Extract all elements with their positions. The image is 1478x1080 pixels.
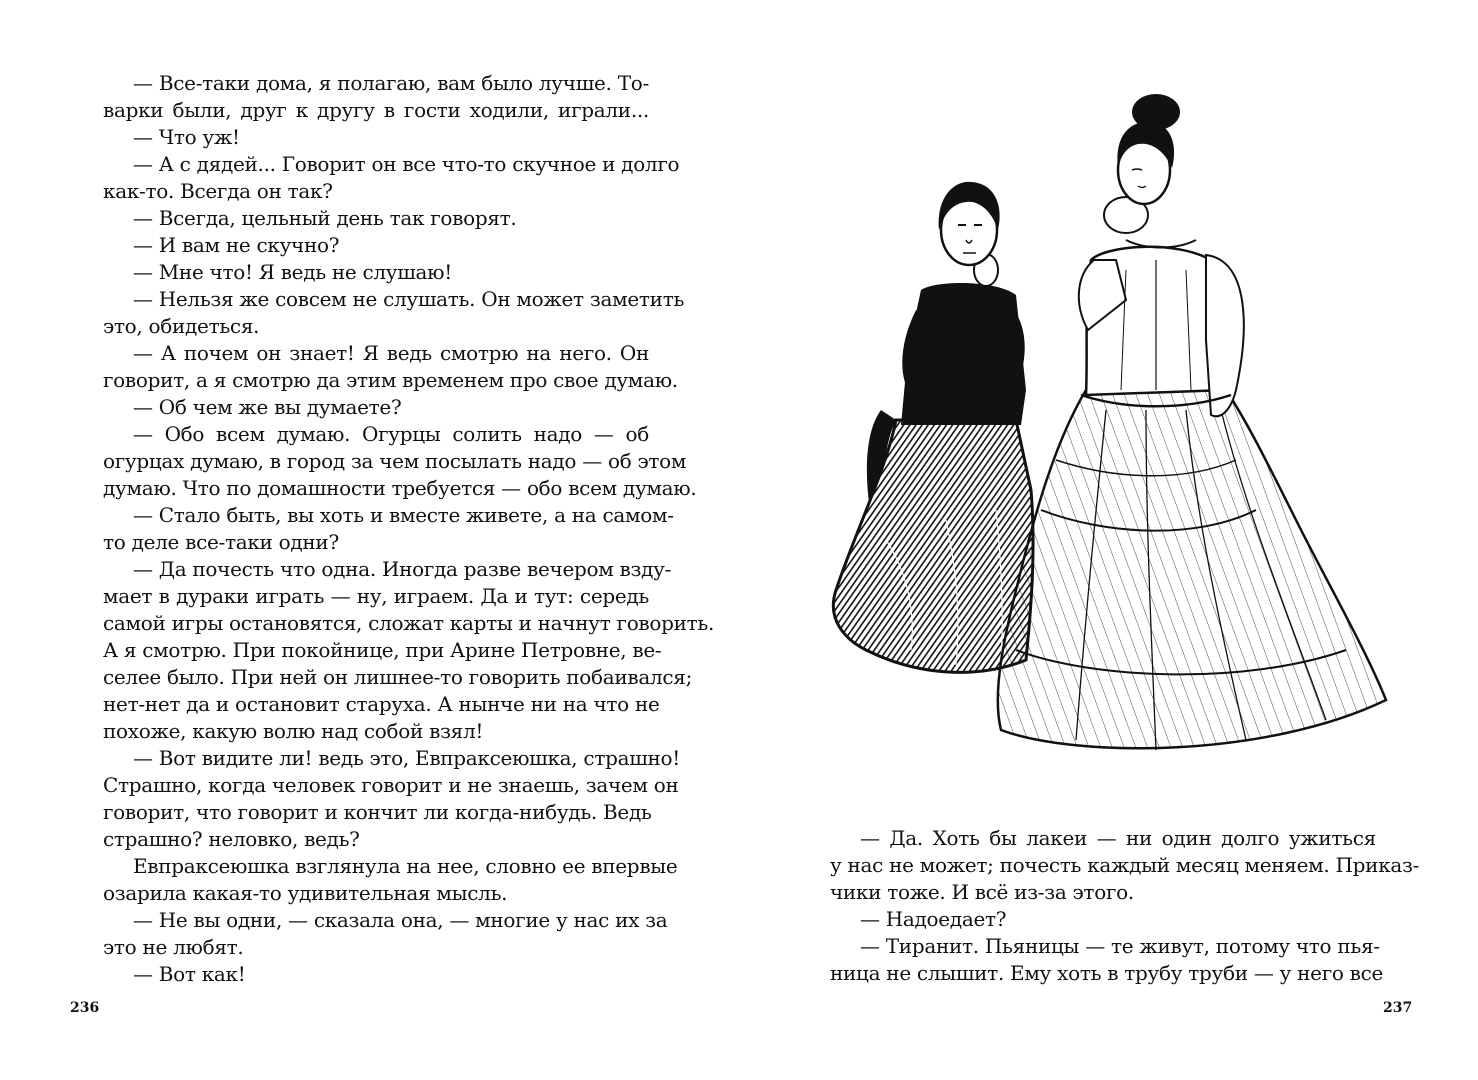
text-line: это, обидеться. [103, 314, 260, 338]
text-line: — Да почесть что одна. Иногда разве вечером взду- [133, 557, 672, 581]
text-line: ница не слышит. Ему хоть в трубу труби — у него все [830, 961, 1384, 985]
standing-woman-figure [998, 94, 1386, 750]
text-line: — А почем он знает! Я ведь смотрю на него. Он [133, 341, 649, 365]
text-line: — Вот как! [133, 962, 246, 986]
seated-woman-figure [833, 182, 1033, 673]
text-line: варки были, друг к другу в гости ходили, играли... [103, 98, 649, 122]
text-line: похоже, какую волю над собой взял! [103, 719, 484, 743]
right-page-text [830, 825, 1420, 987]
text-line: — Об чем же вы думаете? [133, 395, 402, 419]
text-line: — Обо всем думаю. Огурцы солить надо — об [133, 422, 649, 446]
text-line: как-то. Всегда он так? [103, 179, 333, 203]
left-page-text [103, 70, 715, 988]
text-line: — Тиранит. Пьяницы — те живут, потому что пья- [860, 934, 1380, 958]
text-line: думаю. Что по домашности требуется — обо всем думаю. [103, 476, 697, 500]
text-line: — Всегда, цельный день так говорят. [133, 206, 517, 230]
text-line: то деле все-таки одни? [103, 530, 339, 554]
page-number-right: 237 [1383, 1000, 1413, 1016]
text-line: это не любят. [103, 935, 244, 959]
text-line: страшно? неловко, ведь? [103, 827, 360, 851]
text-line: нет-нет да и остановит старуха. А нынче ни на что не [103, 692, 660, 716]
text-line: — Вот видите ли! ведь это, Евпраксеюшка, страшно! [133, 746, 681, 770]
text-line: — А с дядей... Говорит он все что-то скучное и долго [133, 152, 680, 176]
text-line: озарила какая-то удивительная мысль. [103, 881, 508, 905]
text-line: — Надоедает? [860, 907, 1007, 931]
text-line: — Мне что! Я ведь не слушаю! [133, 260, 453, 284]
text-line: — Нельзя же совсем не слушать. Он может заметить [133, 287, 685, 311]
text-line: — Стало быть, вы хоть и вместе живете, а на самом- [133, 503, 674, 527]
text-line: селее было. При ней он лишнее-то говорить побаивался; [103, 665, 693, 689]
text-line: Евпраксеюшка взглянула на нее, словно ее впервые [133, 854, 678, 878]
text-line: чики тоже. И всё из-за этого. [830, 880, 1134, 904]
text-line: огурцах думаю, в город за чем посылать надо — об этом [103, 449, 687, 473]
text-line: — Да. Хоть бы лакеи — ни один долго ужиться [860, 826, 1376, 850]
text-line: — И вам не скучно? [133, 233, 340, 257]
text-line: говорит, а я смотрю да этим временем про свое думаю. [103, 368, 678, 392]
text-line: — Не вы одни, — сказала она, — многие у нас их за [133, 908, 668, 932]
text-line: — Все-таки дома, я полагаю, вам было лучше. То- [133, 71, 649, 95]
text-line: самой игры остановятся, сложат карты и начнут говорить. [103, 611, 715, 635]
text-line: А я смотрю. При покойнице, при Арине Петровне, ве- [103, 638, 662, 662]
illustration-two-women [826, 90, 1390, 764]
page-number-left: 236 [70, 1000, 100, 1016]
text-line: — Что уж! [133, 125, 240, 149]
text-line: у нас не может; почесть каждый месяц меняем. Приказ- [830, 853, 1420, 877]
text-line: Страшно, когда человек говорит и не знаешь, зачем он [103, 773, 679, 797]
text-line: мает в дураки играть — ну, играем. Да и тут: середь [103, 584, 649, 608]
text-line: говорит, что говорит и кончит ли когда-нибудь. Ведь [103, 800, 652, 824]
